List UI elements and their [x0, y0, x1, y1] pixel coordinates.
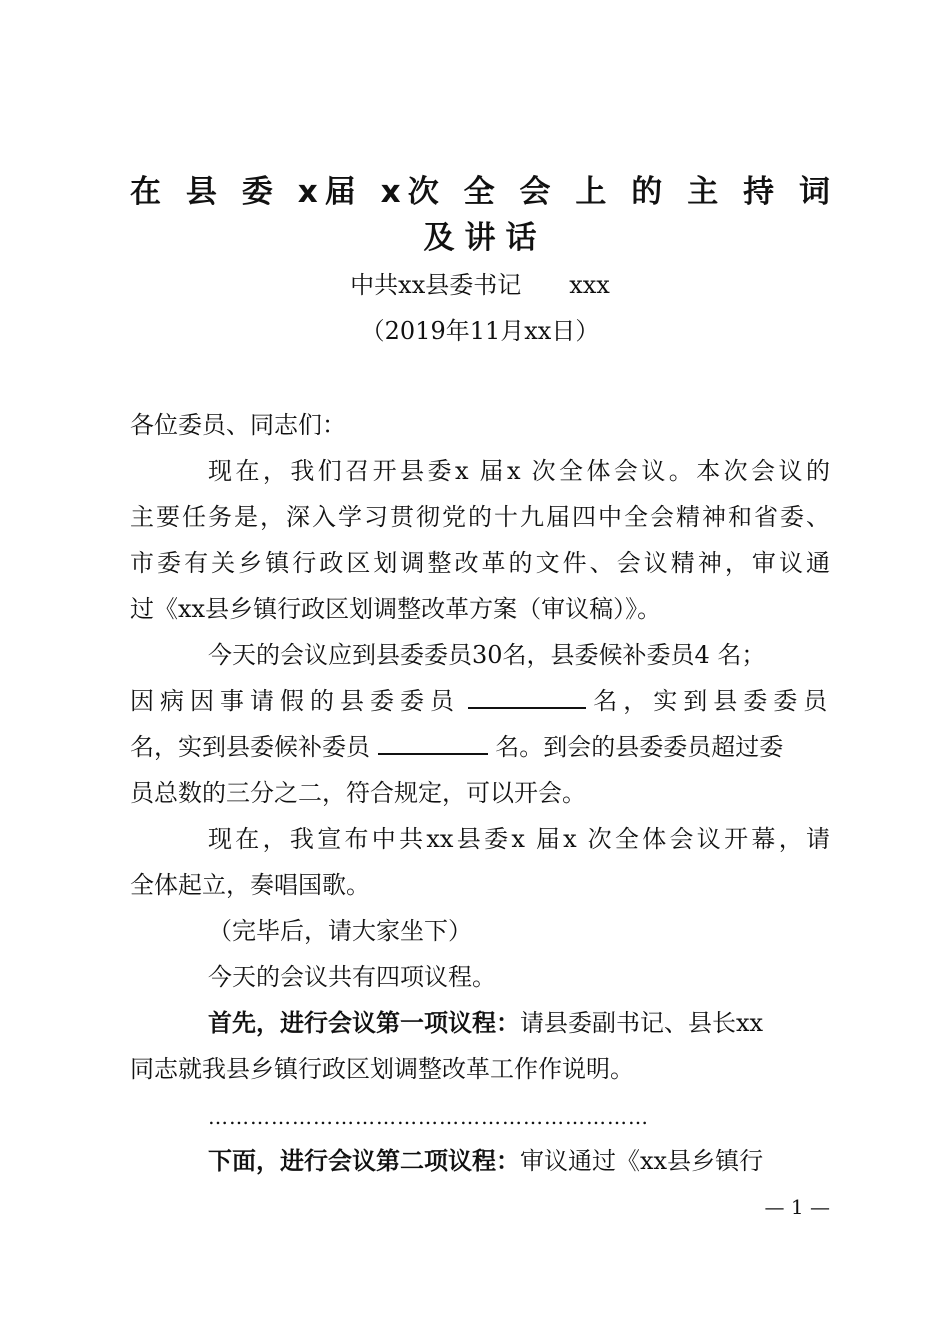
paragraph-1-line-2: 主要任务是，深入学习贯彻党的十九届四中全会精神和省委、: [130, 503, 830, 531]
paragraph-1-line-3: 市委有关乡镇行政区划调整改革的文件、会议精神，审议通: [130, 549, 830, 577]
paragraph-7-line-1: [208, 1144, 830, 1178]
ellipsis-line: ………………………………………………………: [208, 1105, 649, 1129]
paragraph-3-line-1: 现在，我宣布中共xx县委x 届x 次全体会议开幕，请: [208, 825, 830, 853]
present-alternates-label: 名，实到县委候补委员: [130, 733, 370, 761]
agenda-item-2-text: 审议通过《xx县乡镇行: [520, 1147, 764, 1175]
paragraph-4: （完毕后，请大家坐下）: [208, 917, 472, 945]
agenda-item-2-heading: 下面，进行会议第二项议程：: [208, 1147, 520, 1175]
page-number: — 1 —: [764, 1195, 830, 1219]
paragraph-6-line-1: [208, 1006, 830, 1040]
title-line-1: 在 县 委 x届 x次 全 会 上 的 主 持 词: [130, 174, 830, 210]
salutation: 各位委员、同志们：: [130, 411, 346, 439]
author-line: 中共xx县委书记 xxx: [350, 271, 610, 299]
paragraph-1-line-1: 现在，我们召开县委x 届x 次全体会议。本次会议的: [208, 457, 830, 485]
title-line-2: 及讲话: [423, 220, 547, 256]
present-members-label: 名，实到县委委员: [593, 687, 834, 715]
absent-members-label: 因病因事请假的县委委员: [130, 687, 460, 715]
present-alternates-blank: [378, 731, 488, 755]
quorum-text: 名。到会的县委委员超过委: [495, 733, 784, 761]
agenda-item-1-heading: 首先，进行会议第一项议程：: [208, 1009, 520, 1037]
agenda-item-1-text: 请县委副书记、县长xx: [520, 1009, 764, 1037]
paragraph-5: 今天的会议共有四项议程。: [208, 963, 496, 991]
paragraph-2-line-4: 员总数的三分之二，符合规定，可以开会。: [130, 779, 586, 807]
date-line: （2019年11月xx日）: [360, 317, 600, 345]
paragraph-3-line-2: 全体起立，奏唱国歌。: [130, 871, 370, 899]
paragraph-2-line-2: [130, 684, 834, 718]
paragraph-1-line-4: 过《xx县乡镇行政区划调整改革方案（审议稿）》。: [130, 595, 662, 623]
paragraph-6-line-2: 同志就我县乡镇行政区划调整改革工作作说明。: [130, 1055, 634, 1083]
paragraph-2-line-3: [130, 730, 830, 764]
absent-members-blank: [468, 685, 586, 709]
paragraph-2-line-1: 今天的会议应到县委委员30名，县委候补委员4 名；: [208, 641, 766, 669]
